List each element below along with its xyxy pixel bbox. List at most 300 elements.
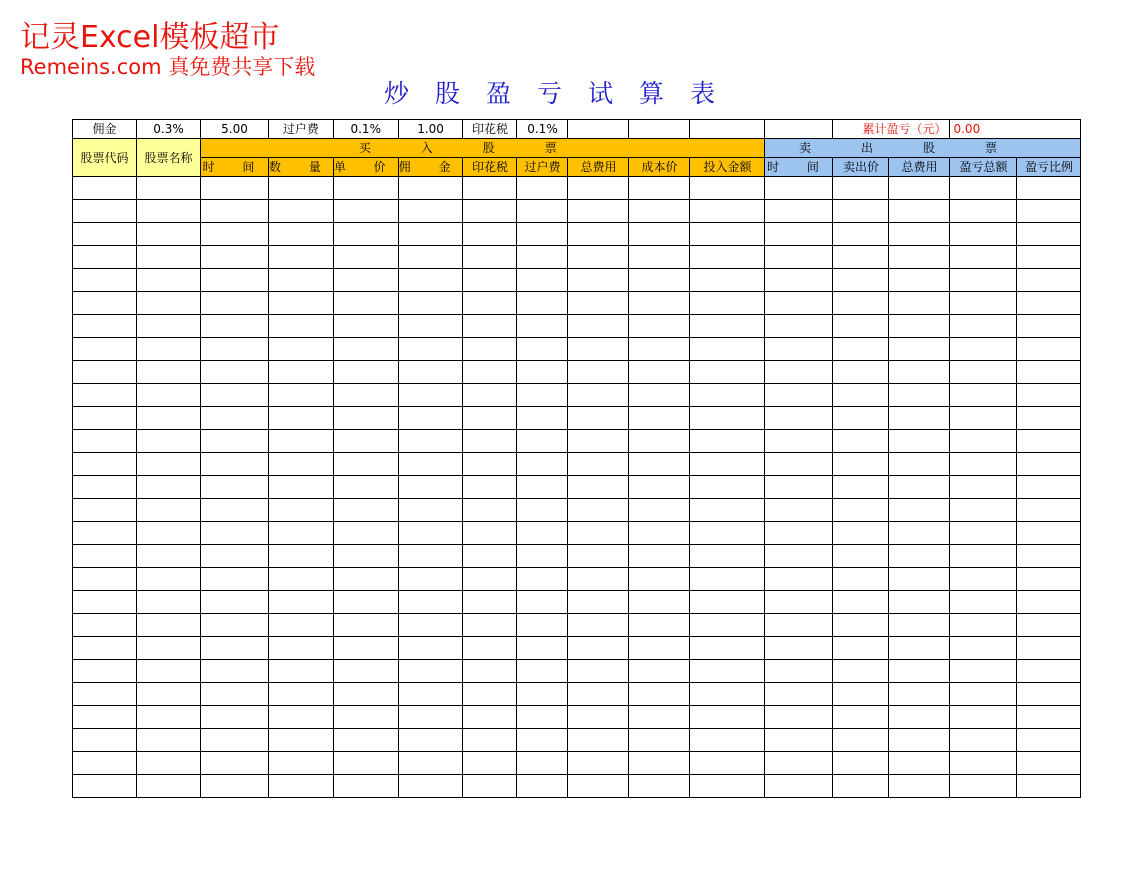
data-cell[interactable]	[690, 292, 765, 315]
data-cell[interactable]	[1017, 706, 1081, 729]
data-cell[interactable]	[1017, 522, 1081, 545]
data-cell[interactable]	[269, 591, 334, 614]
data-cell[interactable]	[333, 545, 398, 568]
data-cell[interactable]	[950, 729, 1017, 752]
data-cell[interactable]	[833, 591, 889, 614]
data-cell[interactable]	[201, 292, 269, 315]
data-cell[interactable]	[690, 315, 765, 338]
data-cell[interactable]	[269, 660, 334, 683]
data-cell[interactable]	[201, 752, 269, 775]
data-cell[interactable]	[73, 338, 137, 361]
data-cell[interactable]	[333, 637, 398, 660]
data-cell[interactable]	[889, 246, 950, 269]
data-cell[interactable]	[517, 200, 568, 223]
data-cell[interactable]	[463, 430, 517, 453]
data-cell[interactable]	[269, 223, 334, 246]
data-cell[interactable]	[1017, 361, 1081, 384]
data-cell[interactable]	[137, 775, 201, 798]
data-cell[interactable]	[690, 591, 765, 614]
data-cell[interactable]	[889, 430, 950, 453]
data-cell[interactable]	[333, 430, 398, 453]
data-cell[interactable]	[568, 361, 629, 384]
data-cell[interactable]	[1017, 338, 1081, 361]
data-cell[interactable]	[517, 430, 568, 453]
data-cell[interactable]	[950, 246, 1017, 269]
data-cell[interactable]	[333, 223, 398, 246]
data-cell[interactable]	[137, 614, 201, 637]
data-cell[interactable]	[765, 430, 833, 453]
data-cell[interactable]	[690, 522, 765, 545]
data-cell[interactable]	[765, 292, 833, 315]
data-cell[interactable]	[889, 499, 950, 522]
data-cell[interactable]	[1017, 499, 1081, 522]
data-cell[interactable]	[950, 292, 1017, 315]
data-cell[interactable]	[333, 361, 398, 384]
data-cell[interactable]	[463, 522, 517, 545]
data-cell[interactable]	[269, 361, 334, 384]
data-cell[interactable]	[398, 269, 463, 292]
data-cell[interactable]	[201, 660, 269, 683]
data-cell[interactable]	[765, 591, 833, 614]
data-cell[interactable]	[517, 361, 568, 384]
data-cell[interactable]	[398, 338, 463, 361]
data-cell[interactable]	[629, 775, 690, 798]
data-cell[interactable]	[269, 338, 334, 361]
data-cell[interactable]	[950, 752, 1017, 775]
data-cell[interactable]	[463, 591, 517, 614]
data-cell[interactable]	[950, 200, 1017, 223]
data-cell[interactable]	[201, 706, 269, 729]
data-cell[interactable]	[1017, 752, 1081, 775]
data-cell[interactable]	[73, 522, 137, 545]
data-cell[interactable]	[398, 407, 463, 430]
data-cell[interactable]	[889, 522, 950, 545]
data-cell[interactable]	[517, 545, 568, 568]
data-cell[interactable]	[137, 545, 201, 568]
data-cell[interactable]	[333, 315, 398, 338]
data-cell[interactable]	[833, 499, 889, 522]
data-cell[interactable]	[333, 292, 398, 315]
data-cell[interactable]	[1017, 453, 1081, 476]
data-cell[interactable]	[833, 292, 889, 315]
data-cell[interactable]	[517, 292, 568, 315]
data-cell[interactable]	[765, 269, 833, 292]
data-cell[interactable]	[833, 729, 889, 752]
data-cell[interactable]	[398, 614, 463, 637]
data-cell[interactable]	[269, 292, 334, 315]
data-cell[interactable]	[690, 568, 765, 591]
data-cell[interactable]	[398, 591, 463, 614]
data-cell[interactable]	[833, 384, 889, 407]
data-cell[interactable]	[889, 568, 950, 591]
data-cell[interactable]	[201, 476, 269, 499]
data-cell[interactable]	[950, 614, 1017, 637]
data-cell[interactable]	[1017, 660, 1081, 683]
data-cell[interactable]	[73, 200, 137, 223]
data-cell[interactable]	[833, 338, 889, 361]
data-cell[interactable]	[629, 499, 690, 522]
data-cell[interactable]	[398, 499, 463, 522]
data-cell[interactable]	[950, 660, 1017, 683]
data-cell[interactable]	[950, 430, 1017, 453]
data-cell[interactable]	[398, 545, 463, 568]
data-cell[interactable]	[137, 453, 201, 476]
data-cell[interactable]	[463, 200, 517, 223]
data-cell[interactable]	[269, 384, 334, 407]
data-cell[interactable]	[333, 591, 398, 614]
data-cell[interactable]	[333, 338, 398, 361]
data-cell[interactable]	[73, 499, 137, 522]
data-cell[interactable]	[765, 177, 833, 200]
data-cell[interactable]	[765, 752, 833, 775]
data-cell[interactable]	[889, 706, 950, 729]
data-cell[interactable]	[765, 522, 833, 545]
data-cell[interactable]	[889, 200, 950, 223]
data-cell[interactable]	[1017, 200, 1081, 223]
data-cell[interactable]	[765, 223, 833, 246]
data-cell[interactable]	[1017, 177, 1081, 200]
data-cell[interactable]	[833, 315, 889, 338]
data-cell[interactable]	[629, 591, 690, 614]
data-cell[interactable]	[73, 361, 137, 384]
data-cell[interactable]	[269, 706, 334, 729]
data-cell[interactable]	[333, 522, 398, 545]
data-cell[interactable]	[463, 568, 517, 591]
data-cell[interactable]	[1017, 568, 1081, 591]
data-cell[interactable]	[765, 476, 833, 499]
data-cell[interactable]	[765, 545, 833, 568]
data-cell[interactable]	[201, 683, 269, 706]
data-cell[interactable]	[690, 660, 765, 683]
data-cell[interactable]	[1017, 775, 1081, 798]
data-cell[interactable]	[1017, 223, 1081, 246]
data-cell[interactable]	[1017, 269, 1081, 292]
data-cell[interactable]	[333, 476, 398, 499]
data-cell[interactable]	[201, 223, 269, 246]
data-cell[interactable]	[333, 269, 398, 292]
data-cell[interactable]	[73, 637, 137, 660]
data-cell[interactable]	[398, 729, 463, 752]
data-cell[interactable]	[765, 660, 833, 683]
data-cell[interactable]	[73, 614, 137, 637]
commission-min-cell[interactable]: 5.00	[201, 120, 269, 139]
data-cell[interactable]	[73, 453, 137, 476]
data-cell[interactable]	[398, 292, 463, 315]
data-cell[interactable]	[137, 177, 201, 200]
data-cell[interactable]	[73, 223, 137, 246]
data-cell[interactable]	[137, 637, 201, 660]
data-cell[interactable]	[765, 775, 833, 798]
data-cell[interactable]	[690, 706, 765, 729]
data-cell[interactable]	[690, 453, 765, 476]
empty-cell[interactable]	[690, 120, 765, 139]
empty-cell[interactable]	[765, 120, 833, 139]
data-cell[interactable]	[269, 614, 334, 637]
data-cell[interactable]	[568, 614, 629, 637]
data-cell[interactable]	[333, 453, 398, 476]
data-cell[interactable]	[568, 752, 629, 775]
data-cell[interactable]	[463, 177, 517, 200]
data-cell[interactable]	[629, 706, 690, 729]
data-cell[interactable]	[889, 315, 950, 338]
data-cell[interactable]	[269, 177, 334, 200]
data-cell[interactable]	[1017, 292, 1081, 315]
data-cell[interactable]	[1017, 430, 1081, 453]
data-cell[interactable]	[950, 476, 1017, 499]
data-cell[interactable]	[950, 683, 1017, 706]
data-cell[interactable]	[629, 407, 690, 430]
data-cell[interactable]	[833, 545, 889, 568]
data-cell[interactable]	[137, 384, 201, 407]
data-cell[interactable]	[137, 223, 201, 246]
data-cell[interactable]	[333, 683, 398, 706]
data-cell[interactable]	[889, 729, 950, 752]
data-cell[interactable]	[568, 223, 629, 246]
data-cell[interactable]	[950, 706, 1017, 729]
data-cell[interactable]	[950, 315, 1017, 338]
data-cell[interactable]	[517, 660, 568, 683]
data-cell[interactable]	[73, 476, 137, 499]
data-cell[interactable]	[889, 177, 950, 200]
data-cell[interactable]	[517, 637, 568, 660]
data-cell[interactable]	[333, 729, 398, 752]
data-cell[interactable]	[73, 269, 137, 292]
data-cell[interactable]	[629, 246, 690, 269]
data-cell[interactable]	[398, 660, 463, 683]
data-cell[interactable]	[889, 223, 950, 246]
data-cell[interactable]	[568, 637, 629, 660]
data-cell[interactable]	[568, 246, 629, 269]
data-cell[interactable]	[398, 522, 463, 545]
data-cell[interactable]	[517, 591, 568, 614]
data-cell[interactable]	[73, 407, 137, 430]
data-cell[interactable]	[568, 430, 629, 453]
data-cell[interactable]	[833, 430, 889, 453]
data-cell[interactable]	[201, 545, 269, 568]
data-cell[interactable]	[517, 338, 568, 361]
data-cell[interactable]	[833, 476, 889, 499]
data-cell[interactable]	[463, 752, 517, 775]
data-cell[interactable]	[137, 729, 201, 752]
data-cell[interactable]	[398, 637, 463, 660]
data-cell[interactable]	[833, 177, 889, 200]
transfer-rate-cell[interactable]: 0.1%	[333, 120, 398, 139]
data-cell[interactable]	[463, 660, 517, 683]
data-cell[interactable]	[833, 223, 889, 246]
data-cell[interactable]	[690, 361, 765, 384]
data-cell[interactable]	[889, 292, 950, 315]
data-cell[interactable]	[629, 614, 690, 637]
data-cell[interactable]	[690, 338, 765, 361]
data-cell[interactable]	[137, 568, 201, 591]
data-cell[interactable]	[201, 729, 269, 752]
data-cell[interactable]	[398, 315, 463, 338]
data-cell[interactable]	[833, 568, 889, 591]
data-cell[interactable]	[889, 361, 950, 384]
data-cell[interactable]	[269, 476, 334, 499]
data-cell[interactable]	[463, 292, 517, 315]
data-cell[interactable]	[398, 384, 463, 407]
data-cell[interactable]	[568, 177, 629, 200]
data-cell[interactable]	[833, 453, 889, 476]
data-cell[interactable]	[568, 499, 629, 522]
data-cell[interactable]	[517, 223, 568, 246]
data-cell[interactable]	[629, 361, 690, 384]
data-cell[interactable]	[889, 269, 950, 292]
data-cell[interactable]	[463, 269, 517, 292]
data-cell[interactable]	[463, 246, 517, 269]
data-cell[interactable]	[463, 361, 517, 384]
data-cell[interactable]	[690, 637, 765, 660]
data-cell[interactable]	[137, 269, 201, 292]
data-cell[interactable]	[690, 200, 765, 223]
data-cell[interactable]	[950, 637, 1017, 660]
data-cell[interactable]	[463, 453, 517, 476]
data-cell[interactable]	[950, 223, 1017, 246]
data-cell[interactable]	[201, 775, 269, 798]
empty-cell[interactable]	[629, 120, 690, 139]
data-cell[interactable]	[517, 384, 568, 407]
data-cell[interactable]	[137, 591, 201, 614]
data-cell[interactable]	[517, 315, 568, 338]
data-cell[interactable]	[629, 729, 690, 752]
data-cell[interactable]	[463, 637, 517, 660]
data-cell[interactable]	[333, 246, 398, 269]
data-cell[interactable]	[765, 200, 833, 223]
data-cell[interactable]	[137, 476, 201, 499]
data-cell[interactable]	[517, 522, 568, 545]
data-cell[interactable]	[889, 683, 950, 706]
data-cell[interactable]	[833, 752, 889, 775]
data-cell[interactable]	[833, 775, 889, 798]
data-cell[interactable]	[765, 315, 833, 338]
data-cell[interactable]	[1017, 591, 1081, 614]
data-cell[interactable]	[201, 591, 269, 614]
data-cell[interactable]	[889, 752, 950, 775]
data-cell[interactable]	[765, 338, 833, 361]
data-cell[interactable]	[269, 315, 334, 338]
data-cell[interactable]	[629, 637, 690, 660]
data-cell[interactable]	[765, 637, 833, 660]
data-cell[interactable]	[629, 200, 690, 223]
data-cell[interactable]	[1017, 315, 1081, 338]
data-cell[interactable]	[833, 683, 889, 706]
data-cell[interactable]	[137, 430, 201, 453]
data-cell[interactable]	[269, 637, 334, 660]
data-cell[interactable]	[950, 407, 1017, 430]
data-cell[interactable]	[765, 384, 833, 407]
data-cell[interactable]	[690, 476, 765, 499]
data-cell[interactable]	[629, 683, 690, 706]
data-cell[interactable]	[629, 430, 690, 453]
data-cell[interactable]	[269, 200, 334, 223]
data-cell[interactable]	[201, 315, 269, 338]
data-cell[interactable]	[889, 453, 950, 476]
data-cell[interactable]	[517, 407, 568, 430]
data-cell[interactable]	[568, 384, 629, 407]
data-cell[interactable]	[269, 499, 334, 522]
data-cell[interactable]	[463, 545, 517, 568]
data-cell[interactable]	[517, 453, 568, 476]
data-cell[interactable]	[137, 752, 201, 775]
data-cell[interactable]	[629, 223, 690, 246]
data-cell[interactable]	[201, 522, 269, 545]
data-cell[interactable]	[398, 752, 463, 775]
data-cell[interactable]	[629, 384, 690, 407]
data-cell[interactable]	[137, 683, 201, 706]
data-cell[interactable]	[950, 591, 1017, 614]
data-cell[interactable]	[690, 499, 765, 522]
data-cell[interactable]	[201, 200, 269, 223]
data-cell[interactable]	[398, 430, 463, 453]
data-cell[interactable]	[690, 545, 765, 568]
data-cell[interactable]	[568, 683, 629, 706]
data-cell[interactable]	[950, 361, 1017, 384]
data-cell[interactable]	[765, 614, 833, 637]
data-cell[interactable]	[690, 407, 765, 430]
data-cell[interactable]	[463, 384, 517, 407]
data-cell[interactable]	[889, 407, 950, 430]
data-cell[interactable]	[568, 706, 629, 729]
data-cell[interactable]	[889, 545, 950, 568]
data-cell[interactable]	[73, 591, 137, 614]
data-cell[interactable]	[333, 200, 398, 223]
data-cell[interactable]	[629, 338, 690, 361]
data-cell[interactable]	[517, 752, 568, 775]
data-cell[interactable]	[463, 499, 517, 522]
data-cell[interactable]	[201, 637, 269, 660]
data-cell[interactable]	[950, 269, 1017, 292]
data-cell[interactable]	[398, 568, 463, 591]
transfer-min-cell[interactable]: 1.00	[398, 120, 463, 139]
data-cell[interactable]	[517, 775, 568, 798]
data-cell[interactable]	[333, 407, 398, 430]
data-cell[interactable]	[517, 729, 568, 752]
data-cell[interactable]	[201, 568, 269, 591]
data-cell[interactable]	[463, 476, 517, 499]
data-cell[interactable]	[73, 384, 137, 407]
data-cell[interactable]	[833, 269, 889, 292]
data-cell[interactable]	[398, 200, 463, 223]
data-cell[interactable]	[517, 568, 568, 591]
data-cell[interactable]	[333, 499, 398, 522]
data-cell[interactable]	[568, 407, 629, 430]
data-cell[interactable]	[269, 430, 334, 453]
data-cell[interactable]	[889, 660, 950, 683]
data-cell[interactable]	[1017, 614, 1081, 637]
data-cell[interactable]	[950, 499, 1017, 522]
data-cell[interactable]	[765, 706, 833, 729]
data-cell[interactable]	[889, 775, 950, 798]
data-cell[interactable]	[690, 775, 765, 798]
data-cell[interactable]	[463, 315, 517, 338]
data-cell[interactable]	[517, 177, 568, 200]
data-cell[interactable]	[568, 545, 629, 568]
data-cell[interactable]	[269, 545, 334, 568]
data-cell[interactable]	[398, 683, 463, 706]
data-cell[interactable]	[398, 361, 463, 384]
data-cell[interactable]	[568, 568, 629, 591]
data-cell[interactable]	[73, 177, 137, 200]
data-cell[interactable]	[463, 775, 517, 798]
data-cell[interactable]	[765, 499, 833, 522]
data-cell[interactable]	[690, 614, 765, 637]
data-cell[interactable]	[889, 614, 950, 637]
data-cell[interactable]	[690, 269, 765, 292]
data-cell[interactable]	[333, 706, 398, 729]
data-cell[interactable]	[950, 522, 1017, 545]
data-cell[interactable]	[568, 200, 629, 223]
